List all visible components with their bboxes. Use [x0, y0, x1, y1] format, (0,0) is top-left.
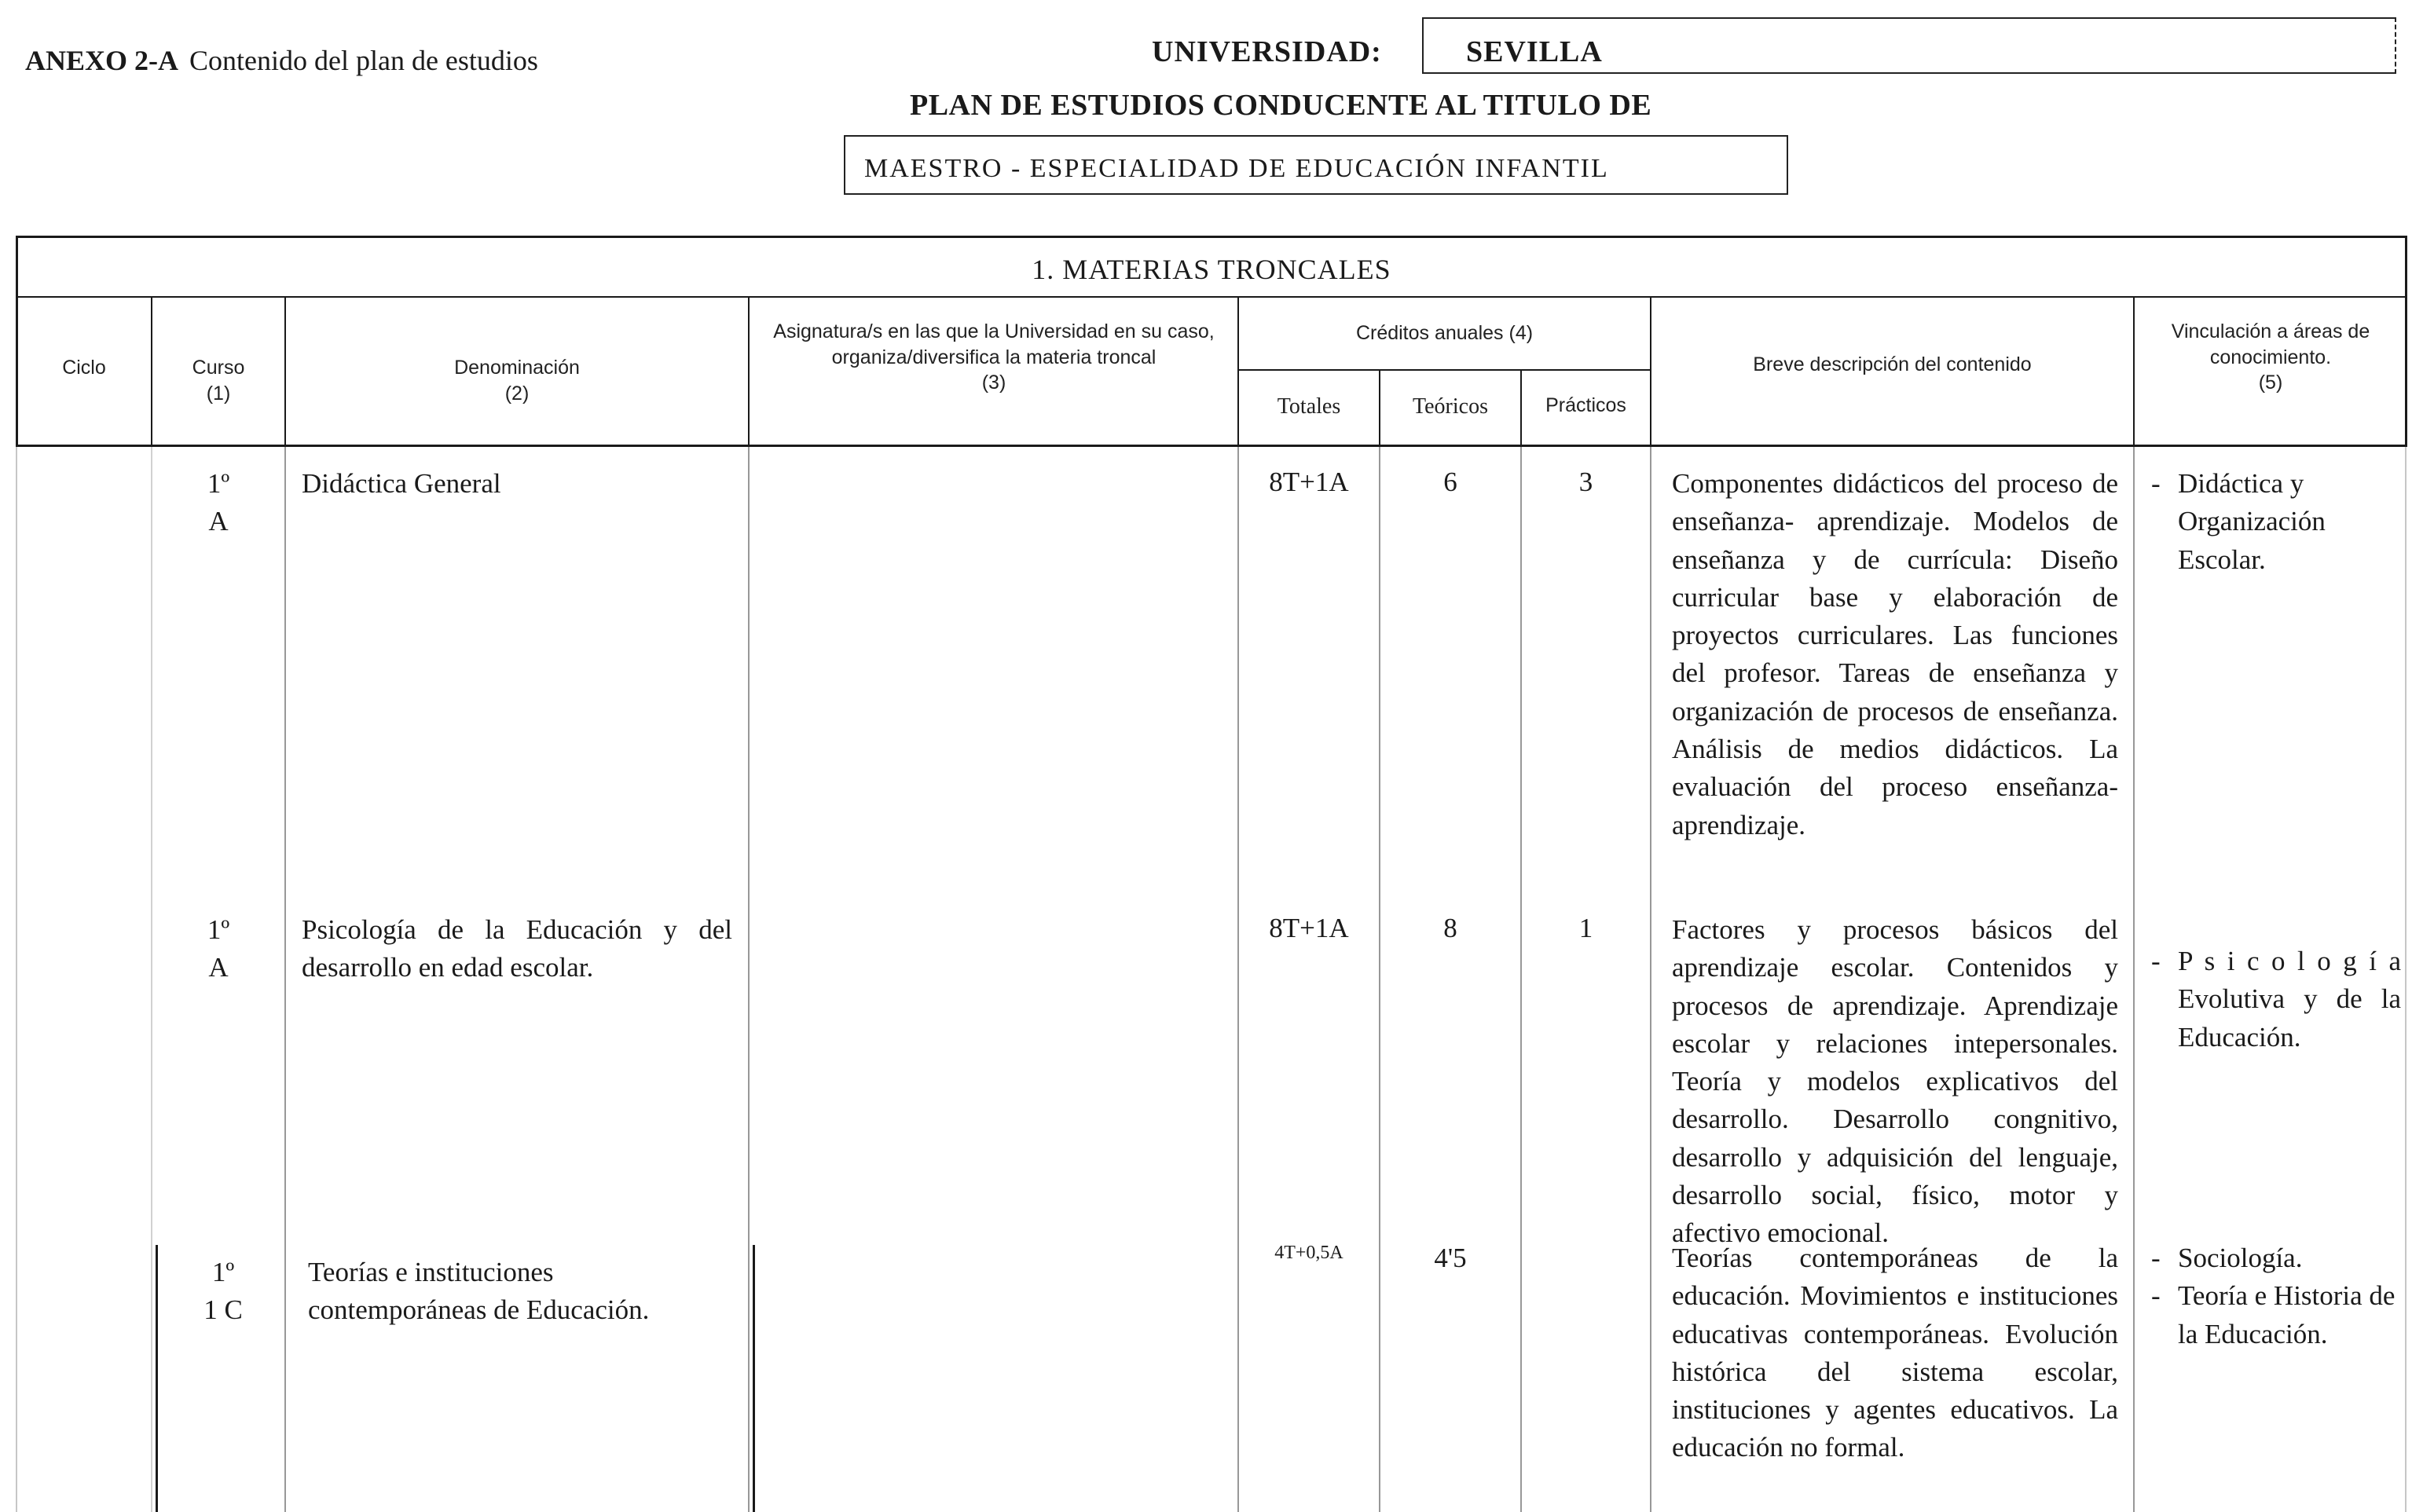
row-curso-level: 1º [207, 468, 230, 499]
row-curso [152, 465, 284, 541]
row-curso-level: 1º [211, 1257, 235, 1287]
row-denominacion: Psicología de la Educación y del desarrollo en edad escolar. [302, 914, 732, 983]
col-header-vinculacion [2137, 319, 2404, 396]
annex-description: Contenido del plan de estudios [189, 45, 538, 76]
annex-heading [25, 44, 538, 77]
col-header-curso-note: (1) [206, 382, 231, 405]
row-curso-period: 1 C [203, 1294, 243, 1326]
body-left-border [16, 446, 17, 1512]
column-header-bottom-border [16, 445, 2407, 447]
credits-subheader-divider [1237, 369, 1650, 371]
university-label: UNIVERSIDAD: [1152, 35, 1382, 68]
col-header-asignatura-label: Asignatura/s en las que la Universidad en su caso, organiza/diversifica la materia troncal [773, 320, 1215, 368]
area-item: - Didáctica y Organización Escolar. [2151, 465, 2401, 579]
body-divider-denominacion-lower [753, 1245, 755, 1512]
section-title-divider [16, 296, 2407, 298]
col-header-curso [152, 355, 284, 406]
col-divider-asignatura [1237, 296, 1239, 446]
col-header-vinculacion-note: (5) [2258, 372, 2283, 394]
row-descripcion: Componentes didácticos del proceso de enseñanza- aprendizaje. Modelos de enseñanza y de currícula: Diseño curricular base y elaboración de proyectos curriculares. Las funciones del profesor. Tareas de enseñanza y organización de procesos de enseñanza. Análisis de medios didácticos. La evaluación del proceso enseñanza-aprendizaje. [1672, 468, 2118, 840]
table-top-border [16, 236, 2407, 238]
row-totales: 8T+1A [1269, 467, 1349, 497]
row-denominacion: Teorías e instituciones contemporáneas de Educación. [308, 1257, 650, 1326]
col-header-ciclo: Ciclo [62, 357, 106, 379]
row-curso-period: A [208, 952, 229, 983]
col-header-curso-label: Curso [192, 357, 245, 379]
row-areas [2151, 943, 2401, 1056]
col-header-totales: Totales [1277, 394, 1341, 419]
col-header-creditos: Créditos anuales (4) [1355, 322, 1534, 344]
col-header-vinculacion-label: Vinculación a áreas de conocimiento. [2171, 320, 2370, 368]
row-curso-level: 1º [207, 914, 230, 945]
body-divider-ciclo-lower [156, 1245, 158, 1512]
row-curso-period: A [208, 506, 229, 537]
col-header-asignatura-note: (3) [981, 372, 1006, 394]
row-curso [160, 1254, 286, 1330]
university-value: SEVILLA [1422, 17, 2396, 74]
body-divider-descripcion [2133, 446, 2135, 1512]
col-divider-descripcion [2133, 296, 2135, 446]
col-header-teoricos: Teóricos [1412, 394, 1488, 419]
body-divider-totales [1379, 446, 1380, 1512]
row-teoricos: 4'5 [1434, 1243, 1467, 1273]
col-header-asignatura [762, 319, 1226, 396]
area-item: - Sociología. [2151, 1239, 2401, 1277]
row-totales: 4T+0,5A [1274, 1243, 1343, 1263]
row-totales: 8T+1A [1269, 913, 1349, 943]
body-divider-practicos [1650, 446, 1651, 1512]
row-curso [152, 911, 284, 987]
body-divider-curso [284, 446, 286, 1512]
annex-label: ANEXO 2-A [25, 45, 178, 76]
row-descripcion: Teorías contemporáneas de la educación. Movimientos e instituciones educativas contemporáneas. Evolución histórica del sistema escolar, instituciones y agentes educativos. La educación no formal. [1672, 1243, 2118, 1463]
row-teoricos: 6 [1443, 467, 1457, 497]
col-header-denominacion-note: (2) [504, 382, 530, 405]
plan-heading: PLAN DE ESTUDIOS CONDUCENTE AL TITULO DE [910, 89, 1652, 122]
body-divider-teoricos [1520, 446, 1522, 1512]
row-teoricos: 8 [1443, 913, 1457, 943]
col-divider-denominacion [748, 296, 750, 446]
row-denominacion: Didáctica General [302, 468, 501, 499]
area-item: - P s i c o l o g í a Evolutiva y de la Educación. [2151, 943, 2401, 1056]
row-practicos: 3 [1578, 467, 1593, 497]
row-areas [2151, 1239, 2401, 1353]
body-right-border [2405, 446, 2407, 1512]
col-header-denominacion [286, 355, 748, 406]
row-areas [2151, 465, 2401, 579]
col-header-practicos: Prácticos [1545, 394, 1626, 416]
area-item: - Teoría e Historia de la Educación. [2151, 1277, 2401, 1353]
col-header-descripcion: Breve descripción del contenido [1753, 353, 2032, 375]
body-divider-asignatura [1237, 446, 1239, 1512]
section-title: 1. MATERIAS TRONCALES [1032, 254, 1391, 285]
body-divider-denominacion [748, 446, 750, 1512]
row-practicos: 1 [1578, 913, 1593, 943]
degree-title: MAESTRO - ESPECIALIDAD DE EDUCACIÓN INFANTIL [844, 135, 1788, 195]
col-header-denominacion-label: Denominación [454, 357, 580, 379]
row-descripcion: Factores y procesos básicos del aprendizaje escolar. Contenidos y procesos de aprendizaje. Aprendizaje escolar y relaciones intepersonales. Teoría y modelos explicativos del desarrollo. Desarrollo congnitivo, desarrollo y adquisición del lenguaje, desarrollo social, físico, motor y afectivo emocional. [1672, 914, 2118, 1249]
